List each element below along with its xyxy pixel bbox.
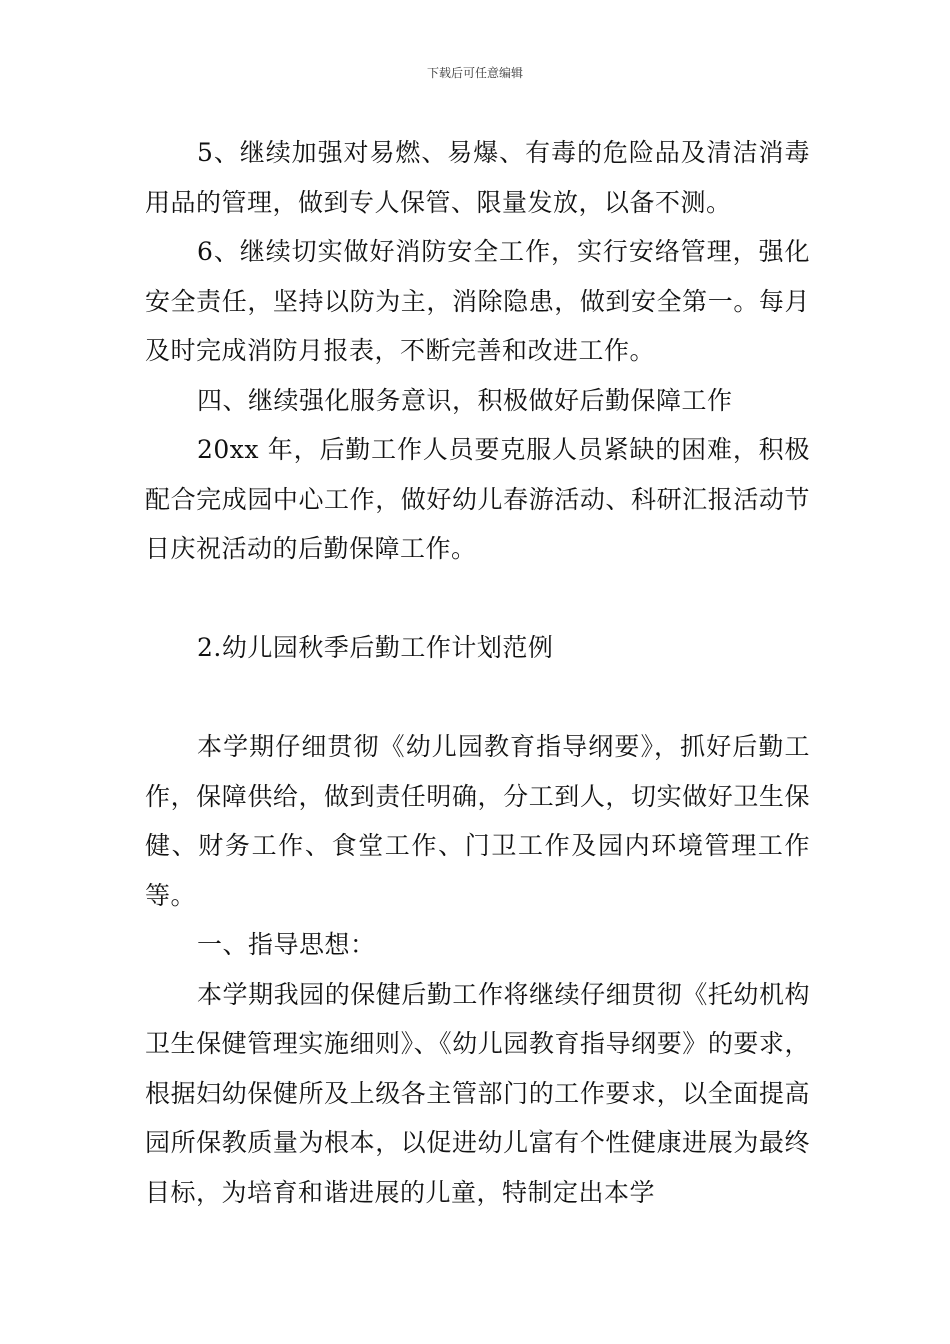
- paragraph-service-heading: 四、继续强化服务意识，积极做好后勤保障工作: [197, 385, 733, 415]
- paragraph-guiding-heading: 一、指导思想：: [197, 930, 376, 959]
- paragraph-logistics-support: 20xx 年，后勤工作人员要克服人员紧缺的困难，积极配合完成园中心工作，做好幼儿春游活动、科研汇报活动节日庆祝活动的后勤保障工作。: [145, 435, 810, 563]
- document-body: [145, 128, 810, 1217]
- spacer: [145, 673, 810, 723]
- paragraph-fire-safety: 6、继续切实做好消防安全工作，实行安络管理，强化安全责任，坚持以防为主，消除隐患，做到安全第一。每月及时完成消防月报表，不断完善和改进工作。: [145, 237, 810, 365]
- paragraph-guiding-thought: 本学期我园的保健后勤工作将继续仔细贯彻《托幼机构卫生保健管理实施细则》、《幼儿园教育指导纲要》的要求，根据妇幼保健所及上级各主管部门的工作要求，以全面提高园所保教质量为根本，以促进幼儿富有个性健康进展为最终目标，为培育和谐进展的儿童，特制定出本学: [145, 979, 810, 1207]
- spacer: [145, 574, 810, 624]
- paragraph-semester-intro: 本学期仔细贯彻《幼儿园教育指导纲要》，抓好后勤工作，保障供给，做到责任明确，分工到人，切实做好卫生保健、财务工作、食堂工作、门卫工作及园内环境管理工作等。: [145, 732, 810, 910]
- paragraph-hazardous-goods: 5、继续加强对易燃、易爆、有毒的危险品及清洁消毒用品的管理，做到专人保管、限量发放，以备不测。: [145, 138, 810, 217]
- section-title: 2.幼儿园秋季后勤工作计划范例: [197, 633, 554, 662]
- page-header-note: 下载后可任意编辑: [426, 66, 523, 80]
